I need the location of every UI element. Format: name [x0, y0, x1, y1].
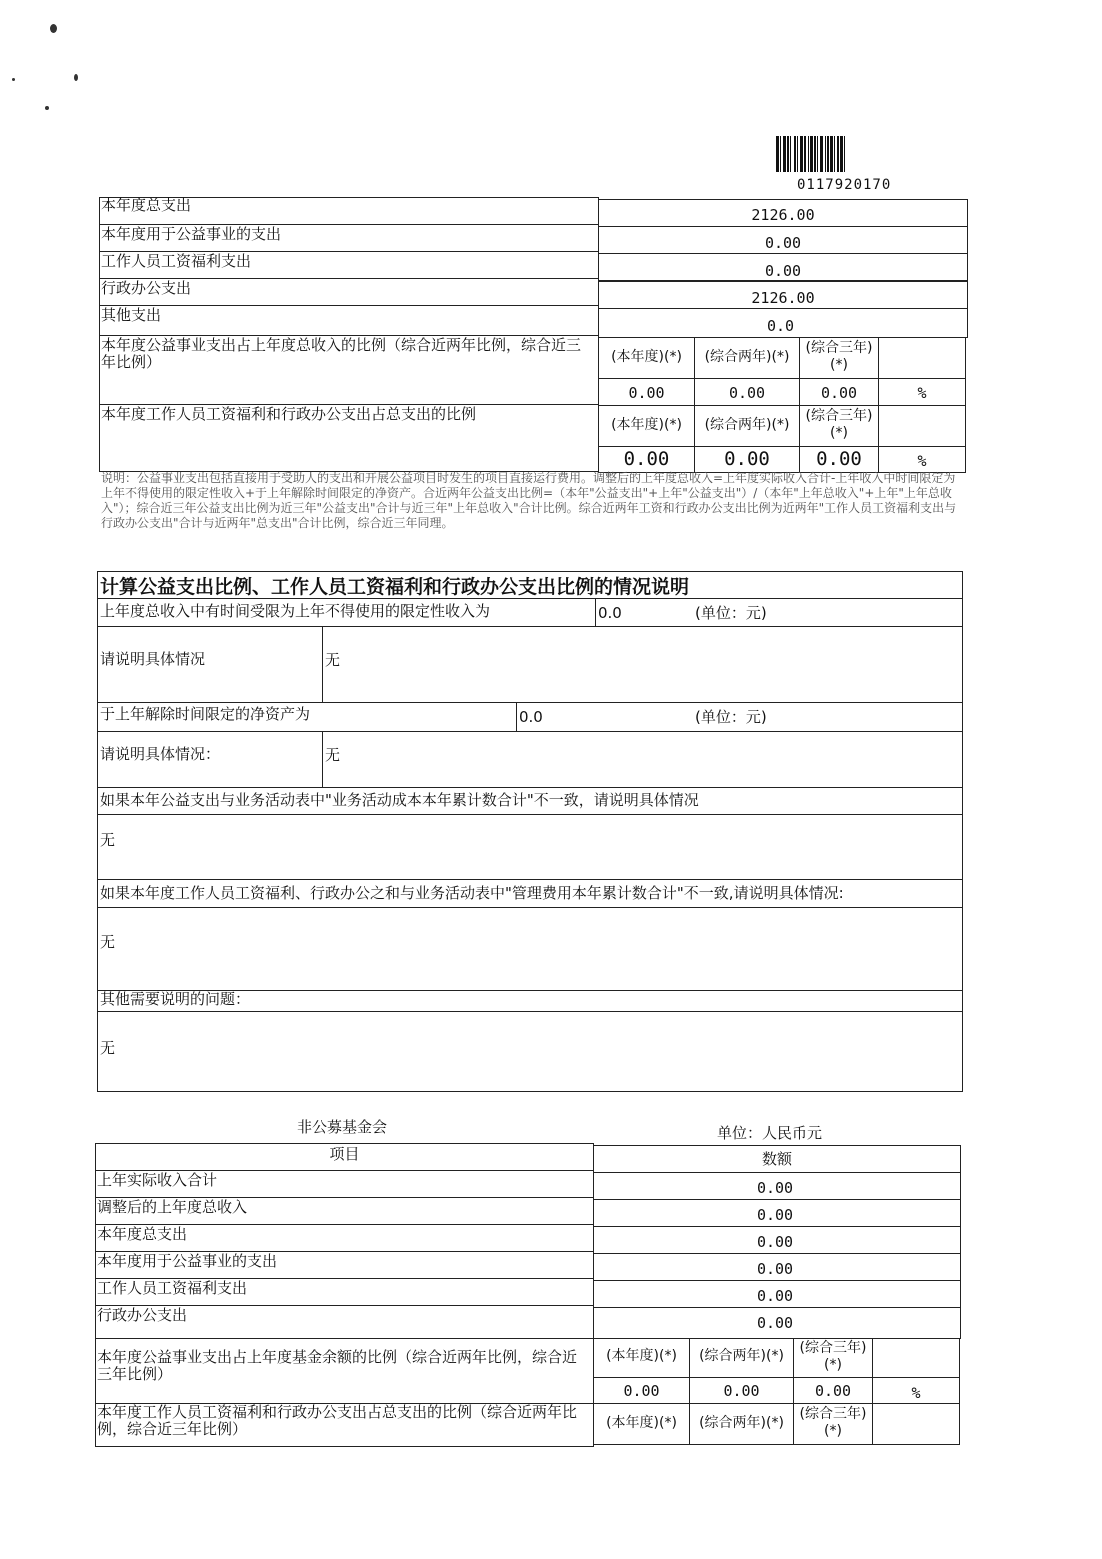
top-row-label: 工作人员工资福利支出 — [101, 252, 252, 270]
q2-value: 无 — [100, 933, 116, 951]
ratio1-value-current: 0.00 — [628, 384, 665, 402]
explain1-value: 无 — [325, 651, 341, 669]
bottom-ratio1-col-current: (本年度)(*) — [606, 1348, 677, 1364]
ratio2-value-two: 0.00 — [724, 448, 770, 470]
bottom-row-value: 0.00 — [756, 1287, 794, 1305]
bottom-header-amount: 数额 — [761, 1150, 792, 1168]
explain2-value: 无 — [325, 746, 341, 764]
released-unit: (单位：元) — [695, 708, 767, 726]
bottom-row-value: 0.00 — [756, 1233, 794, 1251]
top-row-label: 其他支出 — [101, 306, 162, 324]
explain1-label: 请说明具体情况 — [100, 650, 206, 668]
top-row-label: 本年度用于公益事业的支出 — [101, 225, 282, 243]
ratio1-col-three: (综合三年)(*) — [805, 340, 873, 373]
released-value: 0.0 — [519, 708, 543, 726]
scan-speck — [45, 106, 49, 110]
bottom-row-label: 本年度总支出 — [97, 1225, 188, 1243]
scan-speck — [50, 24, 57, 33]
q3-value-row — [97, 1011, 963, 1092]
top-row-value: 0.00 — [764, 262, 802, 280]
q2-label: 如果本年度工作人员工资福利、行政办公之和与业务活动表中"管理费用本年累计数合计"不一致,请说明具体情况: — [100, 884, 844, 902]
bottom-ratio1-value-current: 0.00 — [623, 1382, 660, 1400]
ratio1-unit: % — [917, 384, 927, 402]
ratio2-value-current: 0.00 — [623, 448, 670, 470]
restricted-label: 上年度总收入中有时间受限为上年不得使用的限定性收入为 — [100, 602, 491, 620]
q2-value-row — [97, 907, 963, 991]
barcode-number: 0117920170 — [797, 177, 892, 193]
ratio2-col-three: (综合三年)(*) — [805, 408, 873, 441]
ratio2-col-unit-cell — [878, 405, 966, 447]
bottom-ratio2-col-current: (本年度)(*) — [606, 1415, 677, 1431]
top-row-value: 0.0 — [766, 317, 795, 335]
explain2-label: 请说明具体情况： — [100, 745, 221, 763]
restricted-unit: (单位：元) — [695, 604, 767, 622]
scan-speck — [74, 74, 78, 81]
q3-label: 其他需要说明的问题： — [100, 990, 251, 1008]
q3-value: 无 — [100, 1039, 116, 1057]
bottom-row-value: 0.00 — [756, 1260, 794, 1278]
ratio1-col-current: (本年度)(*) — [611, 349, 682, 365]
section-title: 计算公益支出比例、工作人员工资福利和行政办公支出比例的情况说明 — [100, 576, 690, 598]
top-row-value: 0.00 — [764, 234, 802, 252]
scan-speck — [12, 78, 15, 81]
ratio2-label: 本年度工作人员工资福利和行政办公支出占总支出的比例 — [101, 405, 477, 423]
bottom-ratio1-value-two: 0.00 — [723, 1382, 760, 1400]
barcode — [776, 136, 918, 172]
ratio1-label: 本年度公益事业支出占上年度总收入的比例（综合近两年比例，综合近三年比例） — [101, 336, 582, 371]
bottom-ratio2-col-two: (综合两年)(*) — [699, 1415, 784, 1431]
ratio2-unit: % — [917, 452, 927, 470]
ratio1-value-two: 0.00 — [728, 384, 766, 402]
bottom-row-label: 行政办公支出 — [97, 1306, 188, 1324]
bottom-ratio2-col-three: (综合三年)(*) — [799, 1406, 867, 1439]
q1-value: 无 — [100, 831, 116, 849]
top-row-value: 2126.00 — [751, 289, 815, 307]
bottom-row-value: 0.00 — [756, 1179, 794, 1197]
bottom-ratio1-label: 本年度公益事业支出占上年度基金余额的比例（综合近两年比例，综合近三年比例） — [97, 1348, 578, 1383]
q1-value-row — [97, 814, 963, 880]
ratio1-col-two: (综合两年)(*) — [704, 349, 790, 365]
bottom-header-item: 项目 — [329, 1145, 360, 1163]
ratio2-value-three: 0.00 — [816, 448, 862, 470]
bottom-row-label: 上年实际收入合计 — [97, 1171, 218, 1189]
released-label: 于上年解除时间限定的净资产为 — [100, 705, 311, 723]
top-row-label: 行政办公支出 — [101, 279, 192, 297]
top-row-label: 本年度总支出 — [101, 196, 192, 214]
bottom-row-label: 本年度用于公益事业的支出 — [97, 1252, 278, 1270]
bottom-ratio1-col-two: (综合两年)(*) — [699, 1348, 784, 1364]
bottom-row-label: 调整后的上年度总收入 — [97, 1198, 248, 1216]
barcode-bar — [845, 136, 847, 172]
explanatory-note: 说明：公益事业支出包括直接用于受助人的支出和开展公益项目时发生的项目直接运行费用。调整后的上年度总收入=上年度实际收入合计-上年收入中时间限定为上年不得使用的限定性收入+于上年解除时间限定的净资产。合近两年公益支出比例=（本年"公益支出"+上年"公益支出"）/（本年"上年总收入"+上年"上年总收入"）；综合近三年公益支出比例为近三年"公益支出"合计与近三年"上年总收入"合计比例。综合近两年工资和行政办公支出比例为近两年"工作人员工资福利支出与行政办公支出"合计与近两年"总支出"合计比例，综合近三年同理。 — [101, 471, 957, 530]
ratio1-col-unit-cell — [878, 337, 966, 379]
bottom-row-label: 工作人员工资福利支出 — [97, 1279, 248, 1297]
bottom-ratio1-unit: % — [911, 1384, 921, 1402]
restricted-value: 0.0 — [598, 604, 622, 622]
bottom-ratio1-value-three: 0.00 — [814, 1382, 852, 1400]
ratio2-col-two: (综合两年)(*) — [704, 417, 790, 433]
bottom-caption-right: 单位：人民币元 — [717, 1124, 823, 1142]
bottom-ratio2-label: 本年度工作人员工资福利和行政办公支出占总支出的比例（综合近两年比例，综合近三年比例） — [97, 1403, 578, 1438]
top-row-value: 2126.00 — [751, 206, 815, 224]
ratio2-col-current: (本年度)(*) — [611, 417, 682, 433]
bottom-ratio1-col-unit-cell — [872, 1338, 960, 1378]
bottom-row-value: 0.00 — [756, 1314, 794, 1332]
q1-label: 如果本年公益支出与业务活动表中"业务活动成本本年累计数合计"不一致，请说明具体情况 — [100, 791, 699, 809]
bottom-ratio1-col-three: (综合三年)(*) — [799, 1340, 867, 1373]
restricted-value-cell — [595, 598, 963, 627]
bottom-ratio2-col-unit-cell — [872, 1403, 960, 1445]
bottom-caption-left: 非公募基金会 — [297, 1118, 388, 1136]
bottom-row-value: 0.00 — [756, 1206, 794, 1224]
ratio1-value-three: 0.00 — [820, 384, 858, 402]
top-row-label-cell — [99, 305, 599, 336]
